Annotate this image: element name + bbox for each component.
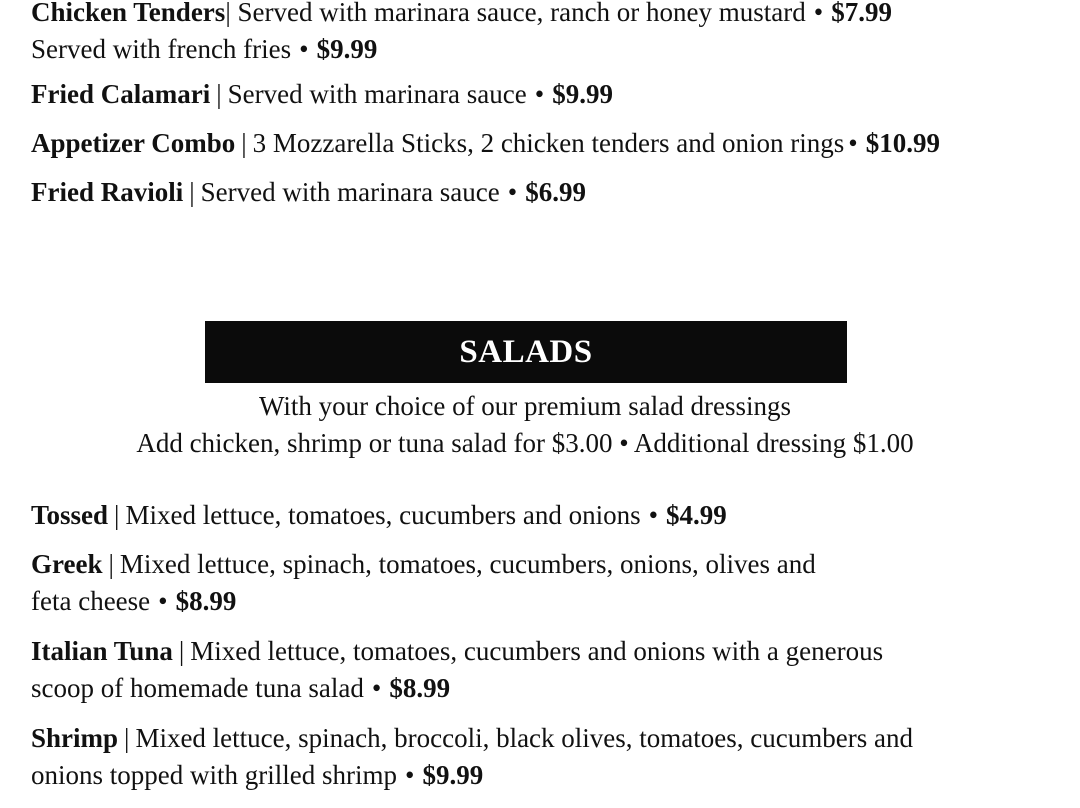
item-description-line2: Served with french fries bbox=[31, 34, 292, 64]
menu-item-chicken-tenders bbox=[31, 0, 1071, 68]
bullet: • bbox=[371, 673, 382, 703]
salads-note-addons: Add chicken, shrimp or tuna salad for $3.00 • Additional dressing $1.00 bbox=[136, 428, 914, 458]
item-description-cont: onions topped with grilled shrimp bbox=[31, 760, 397, 790]
bullet: • bbox=[299, 34, 309, 64]
menu-item-fried-ravioli bbox=[31, 174, 1071, 211]
item-description: Served with marinara sauce, ranch or honey mustard bbox=[237, 0, 806, 27]
item-separator: | bbox=[189, 177, 195, 207]
item-name: Fried Ravioli bbox=[31, 177, 184, 207]
item-description: Mixed lettuce, tomatoes, cucumbers and onions bbox=[125, 500, 641, 530]
item-description: Mixed lettuce, tomatoes, cucumbers and onions with a generous bbox=[190, 636, 884, 666]
item-name: Chicken Tenders bbox=[31, 0, 226, 27]
item-price: $6.99 bbox=[525, 177, 586, 207]
item-description: 3 Mozzarella Sticks, 2 chicken tenders and onion rings bbox=[252, 128, 845, 158]
bullet: • bbox=[648, 500, 659, 530]
item-price: $8.99 bbox=[389, 673, 451, 703]
item-description: Served with marinara sauce bbox=[227, 79, 527, 109]
bullet: • bbox=[507, 177, 518, 207]
item-name: Appetizer Combo bbox=[31, 128, 236, 158]
item-name: Shrimp bbox=[31, 723, 119, 753]
menu-item-italian-tuna bbox=[31, 633, 1071, 707]
bullet: • bbox=[158, 586, 168, 616]
item-separator: | bbox=[225, 0, 231, 27]
item-price: $9.99 bbox=[422, 760, 484, 790]
item-description: Served with marinara sauce bbox=[200, 177, 500, 207]
item-separator: | bbox=[124, 723, 130, 753]
item-name: Italian Tuna bbox=[31, 636, 173, 666]
bullet: • bbox=[848, 128, 858, 158]
menu-item-appetizer-combo bbox=[31, 125, 1071, 162]
salads-note-dressings: With your choice of our premium salad dressings bbox=[258, 391, 792, 421]
bullet: • bbox=[534, 79, 545, 109]
item-price: $7.99 bbox=[831, 0, 892, 27]
item-price: $8.99 bbox=[175, 586, 237, 616]
item-separator: | bbox=[108, 549, 114, 579]
item-price: $9.99 bbox=[552, 79, 613, 109]
item-name: Fried Calamari bbox=[31, 79, 211, 109]
item-name: Tossed bbox=[31, 500, 109, 530]
section-title-salads: SALADS bbox=[205, 321, 847, 383]
item-name: Greek bbox=[31, 549, 103, 579]
item-separator: | bbox=[178, 636, 185, 666]
item-price-2: $9.99 bbox=[316, 34, 378, 64]
menu-item-greek bbox=[31, 546, 1071, 620]
item-description-cont: scoop of homemade tuna salad bbox=[31, 673, 364, 703]
item-price: $4.99 bbox=[666, 500, 727, 530]
item-separator: | bbox=[216, 79, 222, 109]
item-separator: | bbox=[241, 128, 247, 158]
item-price: $10.99 bbox=[865, 128, 940, 158]
bullet: • bbox=[813, 0, 824, 27]
bullet: • bbox=[404, 760, 415, 790]
menu-item-shrimp bbox=[31, 720, 1071, 794]
item-description: Mixed lettuce, spinach, broccoli, black olives, tomatoes, cucumbers and bbox=[135, 723, 913, 753]
item-separator: | bbox=[114, 500, 120, 530]
item-description-cont: feta cheese bbox=[31, 586, 151, 616]
menu-item-tossed bbox=[31, 497, 1071, 534]
menu-item-fried-calamari bbox=[31, 76, 1071, 113]
item-description: Mixed lettuce, spinach, tomatoes, cucumbers, onions, olives and bbox=[119, 549, 816, 579]
